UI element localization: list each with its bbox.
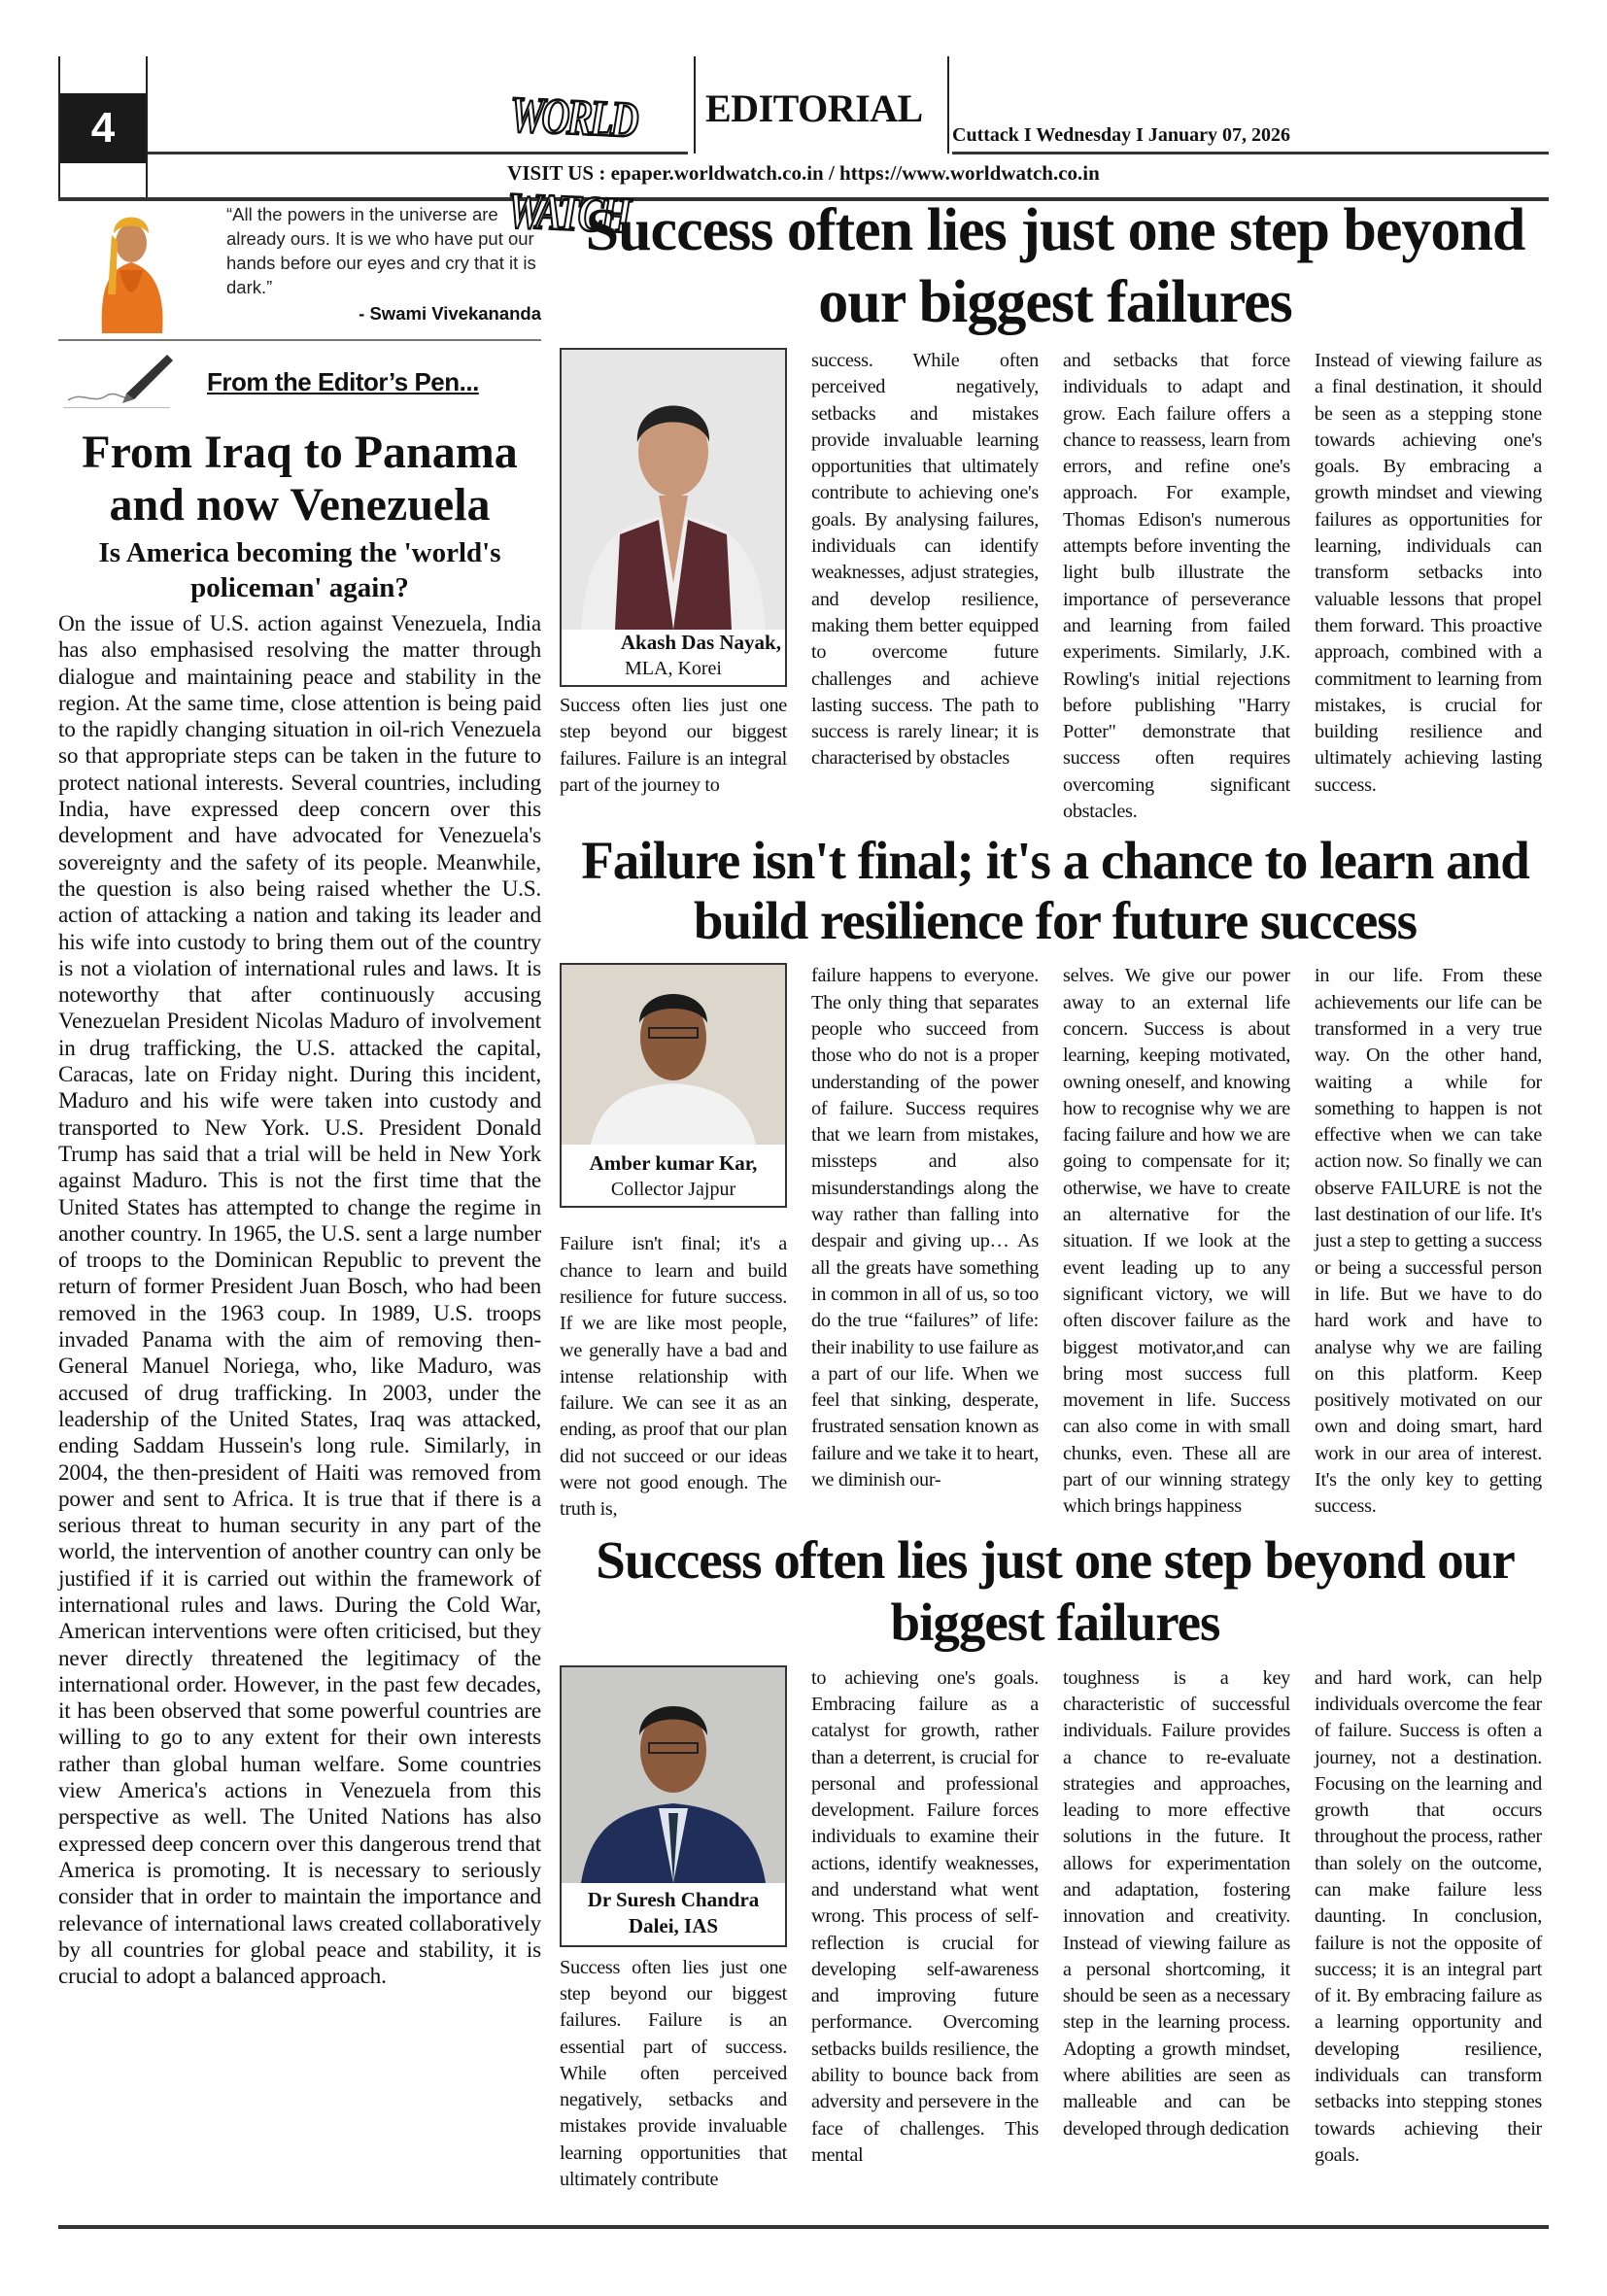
dateline: Cuttack I Wednesday I January 07, 2026 [952, 124, 1291, 146]
pen-icon [58, 347, 180, 417]
article-3-headline: Success often lies just one step beyond our biggest failures [596, 1529, 1515, 1652]
article-1-column-3: and setbacks that force individuals to adapt and grow. Each failure offers a chance to reassess, learn from errors, and refine one's approach. For example, Thomas Edison's numerous attempts before inventing the light bulb illustrate the importance of perseverance and learning from failed experiments. Similarly, J.K. Rowling's initial rejections before publishing "Harry Potter" demonstrate that success often requires overcoming significant obstacles. [1063, 350, 1290, 823]
header-rule [694, 56, 696, 154]
quote-block [58, 202, 541, 333]
article-2-author-name: Amber kumar Kar, [589, 1151, 758, 1176]
footer-rule [58, 2225, 1549, 2229]
article-2-headline: Failure isn't final; it's a chance to learn and build resilience for future success [581, 831, 1529, 951]
article-3-column-1-wrap [560, 1665, 787, 2194]
website-links[interactable]: VISIT US : epaper.worldwatch.co.in / https://www.worldwatch.co.in [507, 161, 1100, 185]
article-2-column-1-wrap [560, 963, 787, 1523]
editorial-subheadline: Is America becoming the 'world's policeman' again? [98, 537, 501, 603]
header-rule [952, 152, 1549, 154]
article-3-author-photo [560, 1665, 787, 1947]
article-1-column-2: success. While often perceived negatively, setbacks and mistakes provide invaluable learning opportunities that ultimately contribute to achieving one's goals. By analysing failures, individuals can identify weaknesses, adjust strategies, and develop resilience, making them better equipped to overcome future challenges and achieve lasting success. The path to success is rarely linear; it is characterised by obstacles [811, 350, 1039, 770]
section-title: EDITORIAL [705, 86, 923, 130]
editors-pen-row [58, 347, 541, 417]
vivekananda-portrait [73, 202, 189, 333]
article-1-author-role: MLA, Korei [625, 658, 722, 679]
quote-text: “All the powers in the universe are already ours. It is we who have put our hands before our eyes and cry that it is dark.” [226, 204, 536, 297]
article-3-body [560, 1665, 1551, 2194]
editors-pen-label: From the Editor’s Pen... [207, 366, 479, 396]
quote-author: - Swami Vivekananda [359, 303, 541, 324]
author-portrait [562, 965, 785, 1145]
article-1-column-1-wrap [560, 348, 787, 825]
article-3-author-name: Dr Suresh Chandra Dalei, IAS [587, 1887, 760, 1937]
header-rule [947, 56, 949, 154]
author-portrait [562, 1667, 785, 1883]
editorial-body: On the issue of U.S. action against Venezuela, India has also emphasised resolving the matter through dialogue and maintaining peace and stability in the region. At the same time, close attention is being paid to the rapidly changing situation in oil-rich Venezuela so that appropriate steps can be taken in the future to protect national interests. Several countries, including India, have expressed deep concern over this development and have advocated for Venezuela's sovereignty and the safety of its people. Meanwhile, the question is also being raised whether the U.S. action of attacking a nation and taking its leader and his wife into custody to bring them out of the country is not a violation of international rules and laws. It is noteworthy that after continuously accusing Venezuelan President Nicolas Maduro of involvement in drug trafficking, the U.S. attacked the capital, Caracas, late on Friday night. During this incident, Maduro and his wife were taken into custody and transported to New York. U.S. President Donald Trump has said that a trial will be held in New York against Maduro. This is not the first time that the United States has attempted to change the regime in another country. In 1965, the U.S. sent a large number of troops to the Dominican Republic to prevent the return of former President Juan Bosch, who had been removed in the 1963 coup. In 1989, U.S. troops invaded Panama with the aim of removing then-General Manuel Noriega, who, like Maduro, was accused of drug trafficking. In 2003, under the leadership of the United States, Iraq was attacked, ending Saddam Hussein's long rule. Similarly, in 2004, the then-president of Haiti was removed from power and sent to Africa. It is true that if there is a serious threat to human security in any part of the world, the intervention of another country can only be justified if it is carried out within the framework of international rules and laws. During the Cold War, American interventions were often criticised, but they never directly threatened the legitimacy of the international order. However, in the past few decades, it has been observed that some powerful countries are willing to go to any extent for their own interests rather than global human welfare. Some countries view America's actions in Venezuela from this perspective as well. The United Nations has also expressed deep concern over this dangerous trend that America is promoting. It is necessary to seriously consider that in order to maintain the importance and relevance of international laws created collaboratively by all countries for global peace and stability, it is crucial to adopt a balanced approach. [58, 611, 541, 1990]
article-2-column-4: in our life. From these achievements our life can be transformed in a very true way. On the other hand, waiting a while for something to happen is not effective when we can take action now. So finally we can observe FAILURE is not the last destination of our life. It's just a step to getting a success or being a successful person in life. But we have to do hard work and have to analyse why we are failing on this platform. Keep positively motivated on our own and doing smart, hard work in our area of interest. It's the only key to getting success. [1315, 965, 1542, 1518]
editorial-headline: From Iraq to Panama and now Venezuela [82, 427, 518, 531]
world-watch-logo: WORLD WATCH [506, 86, 637, 244]
article-1-author-name: Akash Das Nayak, [620, 631, 781, 654]
article-1-column-1: Success often lies just one step beyond our biggest failures. Failure is an integral part of the journey to [560, 695, 787, 796]
article-1-headline: Success often lies just one step beyond our biggest failures [585, 197, 1525, 335]
article-2-column-3: selves. We give our power away to an external life concern. Success is about learning, keeping motivated, owning oneself, and knowing how to recognise why we are facing failure and how we are going to compensate for it; otherwise, we have to create an alternative for the situation. If we look at the event leading up to any significant victory, we will often discover failure as the biggest motivator,and can bring most success full movement in life. Success can also come in with small chunks, even. These all are part of our winning strategy which brings happiness [1063, 965, 1290, 1518]
article-2-body [560, 963, 1551, 1523]
article-2-author-photo [560, 963, 787, 1208]
article-3-column-1: Success often lies just one step beyond our biggest failures. Failure is an essential part of success. While often perceived negatively, setbacks and mistakes provide invaluable learning opportunities that ultimately contribute [560, 1956, 787, 2190]
article-2-author-role: Collector Jajpur [610, 1179, 736, 1201]
author-portrait [562, 350, 785, 630]
editorial-column [58, 202, 541, 1990]
article-2-column-2: failure happens to everyone. The only thing that separates people who succeed from those who do not is a proper understanding of the power of failure. Success requires that we learn from mistakes, missteps and also misunderstandings along the way rather than falling into despair and giving up… As all the greats have something in common in all of us, so too do the true “failures” of life: their inability to use failure as a part of our life. When we feel that sinking, desperate, frustrated sensation known as failure and we take it to heart, we diminish our- [811, 965, 1039, 1491]
articles-area [560, 194, 1551, 2193]
article-1-body [560, 348, 1551, 825]
article-1-author-photo [560, 348, 787, 687]
article-2-column-1: Failure isn't final; it's a chance to learn and build resilience for future success. If we are like most people, we generally have a bad and intense relationship with failure. We can see it as an ending, as proof that our plan did not succeed or our ideas were not good enough. The truth is, [560, 1233, 787, 1521]
article-1-column-4: Instead of viewing failure as a final destination, it should be seen as a stepping stone towards achieving one's goals. By embracing a growth mindset and viewing failures as opportunities for learning, individuals can transform setbacks into valuable lessons that propel them forward. This proactive approach, combined with a commitment to learning from mistakes, is crucial for building resilience and ultimately achieving lasting success. [1315, 350, 1542, 796]
divider [58, 339, 541, 341]
page-number: 4 [60, 93, 146, 163]
article-3-column-4: and hard work, can help individuals overcome the fear of failure. Success is often a journey, not a destination. Focusing on the learning and growth that occurs throughout the process, rather than solely on the outcome, can make failure less daunting. In conclusion, failure is not the opposite of success; it is an integral part of it. By embracing failure as a learning opportunity and developing resilience, individuals can transform setbacks into stepping stones towards achieving their goals. [1315, 1666, 1542, 2166]
article-3-column-3: toughness is a key characteristic of successful individuals. Failure provides a chance to re-evaluate strategies and approaches, leading to more effective solutions in the future. It allows for experimentation and adaptation, fostering innovation and creativity. Instead of viewing failure as a personal shortcoming, it should be seen as a necessary step in the learning process. Adopting a growth mindset, where abilities are seen as malleable and can be developed through dedication [1063, 1666, 1290, 2140]
article-3-column-2: to achieving one's goals. Embracing failure as a catalyst for growth, rather than a deterrent, is crucial for personal and professional development. Failure forces individuals to examine their actions, identify weaknesses, and understand what went wrong. This process of self-reflection is crucial for developing self-awareness and improving future performance. Overcoming setbacks builds resilience, the ability to bounce back from adversity and persevere in the face of challenges. This mental [811, 1666, 1039, 2166]
quote-text-block [226, 202, 541, 325]
